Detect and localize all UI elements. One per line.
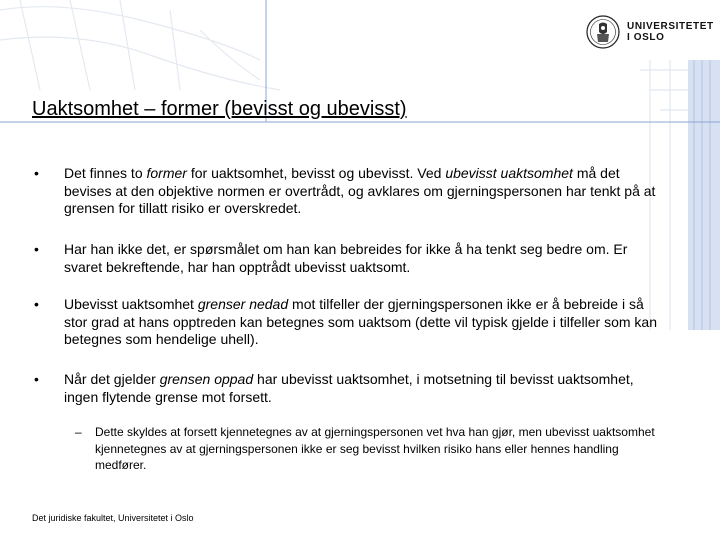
column-block <box>688 60 720 330</box>
building-sketch <box>0 0 280 90</box>
bullet-mark: • <box>34 241 39 257</box>
sub-bullet-text: Dette skyldes at forsett kjennetegnes av at gjerningspersonen vet hva han gjør, men ubevisst uaktsomhet kjennetegnes av at gjerningspersonen ikke er seg bevisst hvilken risiko hans eller hennes handling medfører. <box>95 425 655 472</box>
university-seal-icon <box>585 12 621 52</box>
bullet-text: Ubevisst uaktsomhet grenser nedad mot tilfeller der gjerningspersonen ikke er å bebreide i så stor grad at hans opptreden kan betegnes som uaktsom (dette vil typisk gjelde i tilfeller som kan betegnes som hendelige uhell). <box>64 296 657 347</box>
footer-text: Det juridiske fakultet, Universitetet i Oslo <box>32 513 194 523</box>
slide-title: Uaktsomhet – former (bevisst og ubevisst) <box>32 98 407 120</box>
bullet-item <box>34 165 664 218</box>
bullet-text: Når det gjelder grensen oppad har ubevisst uaktsomhet, i motsetning til bevisst uaktsomhet, ingen flytende grense mot forsett. <box>64 371 634 405</box>
bullet-item <box>34 371 664 406</box>
bullet-text: Det finnes to former for uaktsomhet, bevisst og ubevisst. Ved ubevisst uaktsomhet må det bevises at den objektive normen er overtrådt, og avklares om gjerningspersonen har tenkt på at grensen for tillatt risiko er overskredet. <box>64 165 656 216</box>
university-logo <box>585 12 714 52</box>
logo-line-1: UNIVERSITETET <box>627 21 714 32</box>
sub-bullet-mark: – <box>75 425 82 439</box>
bullet-mark: • <box>34 371 39 387</box>
sub-bullet-item <box>75 424 655 474</box>
logo-line-2: I OSLO <box>627 32 665 43</box>
bullet-text: Har han ikke det, er spørsmålet om han kan bebreides for ikke å ha tenkt seg bedre om. Er svaret bekreftende, har han opptrådt ubevisst uaktsomt. <box>64 241 628 275</box>
bullet-item <box>34 241 664 276</box>
logo-text <box>627 21 714 43</box>
bullet-item <box>34 296 664 349</box>
bullet-mark: • <box>34 296 39 312</box>
bullet-mark: • <box>34 165 39 181</box>
